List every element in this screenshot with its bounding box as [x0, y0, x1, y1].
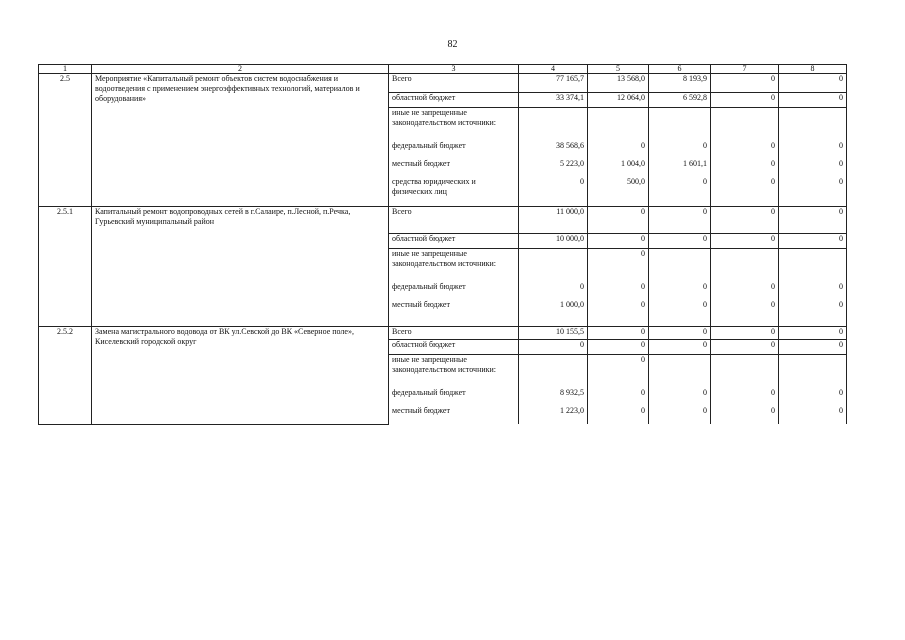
column-number: 5 [588, 65, 649, 74]
amount-cell: 6 592,8 [649, 93, 711, 108]
amount-cell: 1 223,0 [519, 406, 588, 424]
amount-cell: 0 [649, 177, 711, 207]
amount-cell: 0 [588, 340, 649, 355]
amount-cell [779, 108, 847, 142]
column-number: 6 [649, 65, 711, 74]
amount-cell: 0 [649, 388, 711, 406]
amount-cell: 0 [711, 340, 779, 355]
column-number: 2 [92, 65, 389, 74]
column-number: 4 [519, 65, 588, 74]
amount-cell: 0 [711, 177, 779, 207]
amount-cell [519, 249, 588, 283]
amount-cell: 0 [779, 388, 847, 406]
amount-cell [711, 355, 779, 389]
funding-source: иные не запрещенные законодательством источники: [389, 355, 519, 389]
section-id: 2.5.2 [39, 327, 92, 425]
amount-cell: 0 [711, 300, 779, 327]
section-title: Замена магистрального водовода от ВК ул.Севской до ВК «Северное поле», Киселевский городской округ [92, 327, 389, 425]
amount-cell: 0 [779, 141, 847, 159]
amount-cell [519, 355, 588, 389]
amount-cell: 0 [649, 207, 711, 234]
amount-cell: 0 [649, 300, 711, 327]
amount-cell [711, 249, 779, 283]
amount-cell [649, 249, 711, 283]
amount-cell: 0 [779, 159, 847, 177]
column-number: 3 [389, 65, 519, 74]
amount-cell: 0 [649, 234, 711, 249]
table-row [39, 327, 847, 340]
amount-cell: 0 [711, 93, 779, 108]
amount-cell: 38 568,6 [519, 141, 588, 159]
amount-cell: 0 [519, 340, 588, 355]
amount-cell: 0 [779, 74, 847, 93]
funding-source: иные не запрещенные законодательством источники: [389, 249, 519, 283]
amount-cell: 10 000,0 [519, 234, 588, 249]
amount-cell: 0 [779, 207, 847, 234]
funding-source: Всего [389, 327, 519, 340]
amount-cell: 77 165,7 [519, 74, 588, 93]
funding-source: местный бюджет [389, 406, 519, 424]
column-numbers-row [39, 65, 847, 74]
column-number: 1 [39, 65, 92, 74]
amount-cell: 12 064,0 [588, 93, 649, 108]
amount-cell: 0 [588, 388, 649, 406]
amount-cell: 0 [588, 141, 649, 159]
amount-cell: 0 [519, 282, 588, 300]
column-number: 7 [711, 65, 779, 74]
amount-cell: 0 [588, 249, 649, 283]
funding-source: местный бюджет [389, 300, 519, 327]
amount-cell [711, 108, 779, 142]
amount-cell: 8 193,9 [649, 74, 711, 93]
amount-cell: 0 [649, 141, 711, 159]
amount-cell [649, 355, 711, 389]
funding-source: федеральный бюджет [389, 388, 519, 406]
amount-cell: 0 [711, 388, 779, 406]
page-number: 82 [447, 39, 458, 50]
amount-cell: 0 [649, 340, 711, 355]
amount-cell: 0 [649, 327, 711, 340]
amount-cell: 0 [711, 406, 779, 424]
amount-cell: 10 155,5 [519, 327, 588, 340]
section-id: 2.5 [39, 74, 92, 207]
table-row [39, 207, 847, 234]
amount-cell: 0 [711, 74, 779, 93]
amount-cell: 0 [588, 234, 649, 249]
funding-source: средства юридических и физических лиц [389, 177, 519, 207]
funding-source: Всего [389, 207, 519, 234]
amount-cell: 0 [779, 177, 847, 207]
amount-cell: 8 932,5 [519, 388, 588, 406]
amount-cell: 0 [779, 327, 847, 340]
amount-cell: 0 [588, 207, 649, 234]
column-number: 8 [779, 65, 847, 74]
amount-cell: 13 568,0 [588, 74, 649, 93]
amount-cell: 1 000,0 [519, 300, 588, 327]
amount-cell: 0 [779, 406, 847, 424]
section-id: 2.5.1 [39, 207, 92, 327]
amount-cell: 1 004,0 [588, 159, 649, 177]
section-title: Мероприятие «Капитальный ремонт объектов систем водоснабжения и водоотведения с применением энергоэффективных технологий, материалов и оборудования» [92, 74, 389, 207]
funding-source: областной бюджет [389, 340, 519, 355]
amount-cell: 0 [588, 300, 649, 327]
amount-cell [779, 249, 847, 283]
amount-cell [779, 355, 847, 389]
budget-table [38, 64, 847, 425]
table-row [39, 74, 847, 93]
funding-source: федеральный бюджет [389, 141, 519, 159]
amount-cell: 0 [711, 207, 779, 234]
amount-cell: 0 [711, 234, 779, 249]
section-title: Капитальный ремонт водопроводных сетей в г.Салаире, п.Лесной, п.Речка, Гурьевский муниципальный район [92, 207, 389, 327]
amount-cell: 0 [779, 234, 847, 249]
funding-source: иные не запрещенные законодательством источники: [389, 108, 519, 142]
amount-cell: 0 [649, 282, 711, 300]
funding-source: федеральный бюджет [389, 282, 519, 300]
amount-cell: 0 [588, 327, 649, 340]
amount-cell: 0 [588, 406, 649, 424]
amount-cell: 33 374,1 [519, 93, 588, 108]
amount-cell: 0 [649, 406, 711, 424]
amount-cell: 5 223,0 [519, 159, 588, 177]
amount-cell: 500,0 [588, 177, 649, 207]
amount-cell: 0 [711, 141, 779, 159]
amount-cell [588, 108, 649, 142]
amount-cell: 0 [779, 300, 847, 327]
amount-cell: 0 [711, 282, 779, 300]
amount-cell: 0 [588, 355, 649, 389]
amount-cell [649, 108, 711, 142]
amount-cell [519, 108, 588, 142]
amount-cell: 0 [519, 177, 588, 207]
amount-cell: 0 [711, 159, 779, 177]
amount-cell: 0 [779, 282, 847, 300]
amount-cell: 1 601,1 [649, 159, 711, 177]
amount-cell: 0 [711, 327, 779, 340]
funding-source: областной бюджет [389, 93, 519, 108]
amount-cell: 0 [779, 93, 847, 108]
funding-source: Всего [389, 74, 519, 93]
amount-cell: 0 [779, 340, 847, 355]
funding-source: местный бюджет [389, 159, 519, 177]
funding-source: областной бюджет [389, 234, 519, 249]
amount-cell: 0 [588, 282, 649, 300]
amount-cell: 11 000,0 [519, 207, 588, 234]
